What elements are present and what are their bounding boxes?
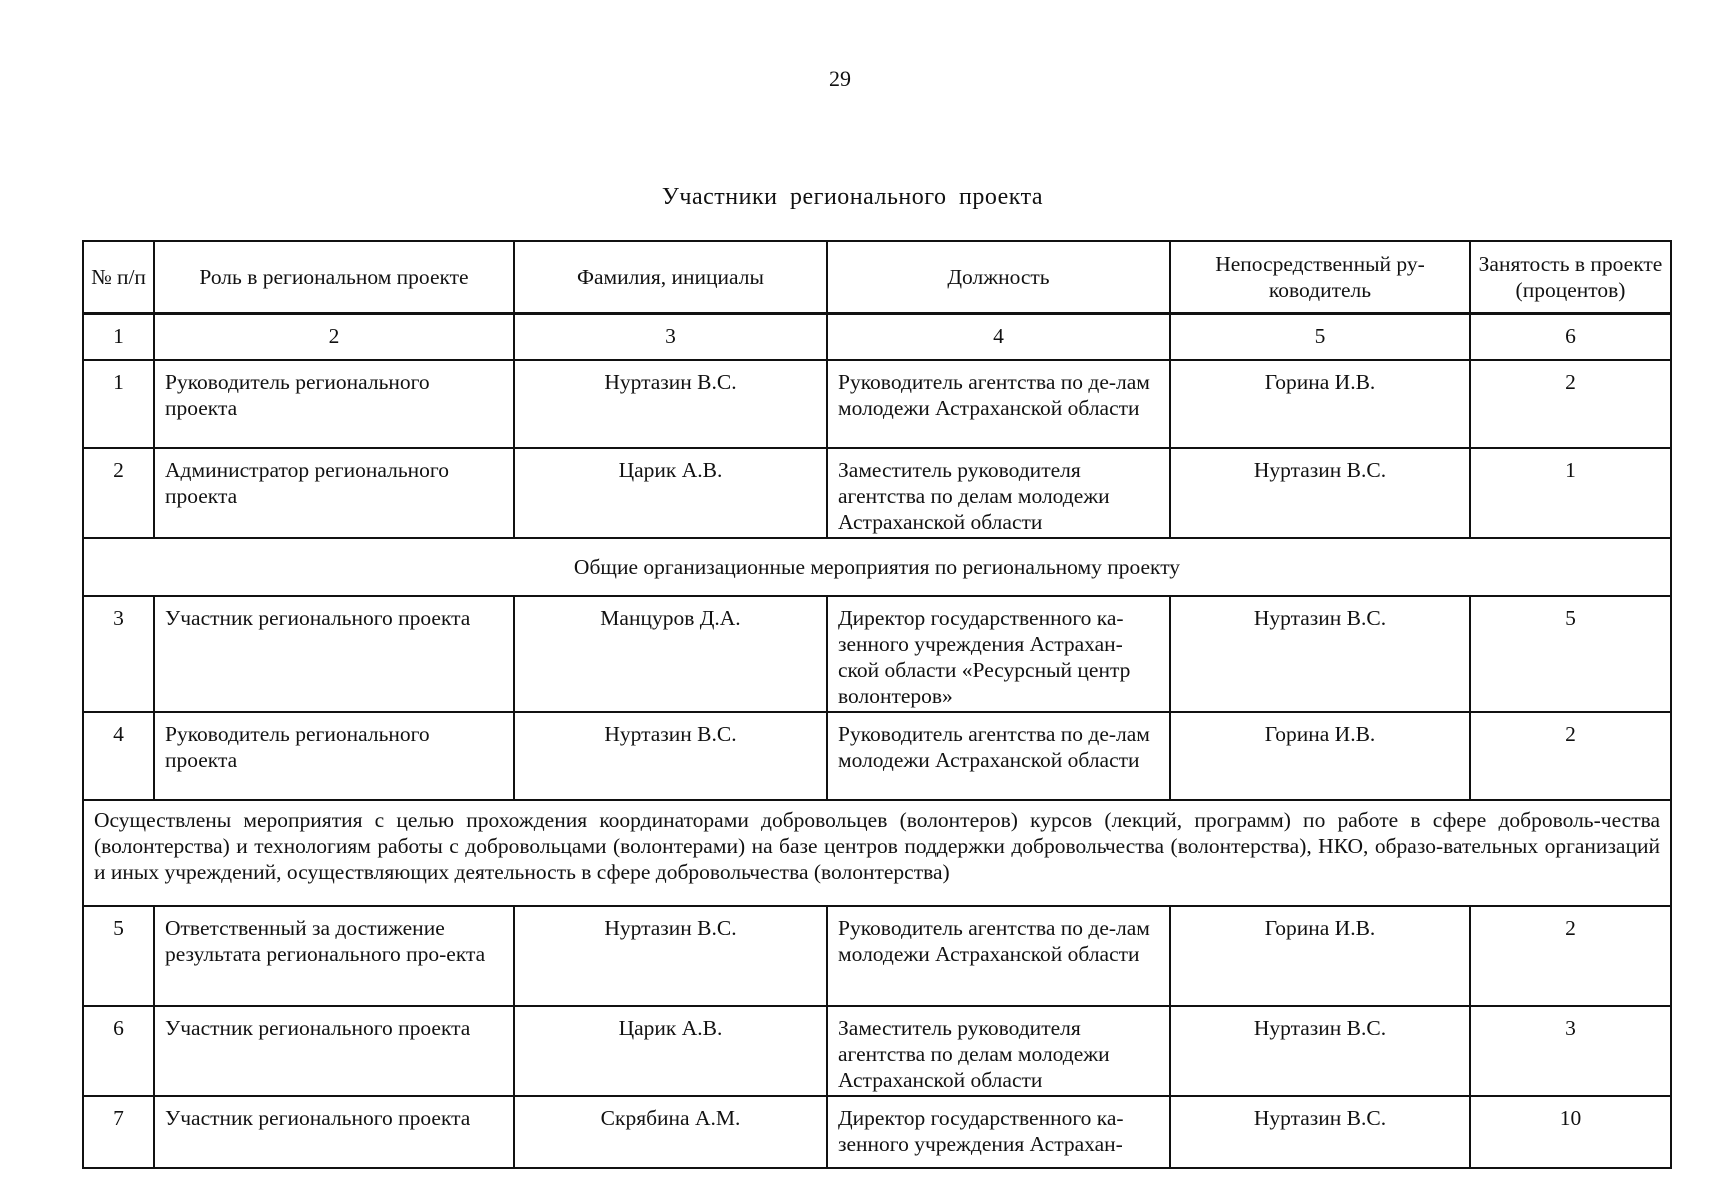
load-cell: 1 xyxy=(1470,448,1671,538)
header-table xyxy=(82,240,1672,314)
role-cell: Администратор регионального проекта xyxy=(154,448,514,538)
document-title: Участники регионального проекта xyxy=(661,184,1044,210)
manager-cell: Горина И.В. xyxy=(1170,712,1470,800)
position-cell: Директор государственного ка-зенного учреждения Астрахан- xyxy=(827,1096,1170,1168)
column-number: 3 xyxy=(514,314,827,360)
table-row xyxy=(83,1006,1671,1096)
page-number: 29 xyxy=(829,66,851,91)
section-description: Осуществлены мероприятия с целью прохождения координаторами добровольцев (волонтеров) курсов (лекций, программ) по работе в сфере доброволь-чества (волонтерства) и технологиям работы с добровольцами (волонтерами) на базе центров поддержки добровольчества (волонтерства), НКО, образо-вательных организаций и иных учреждений, осуществляющих деятельность в сфере добровольчества (волонтерства) xyxy=(83,800,1671,906)
name-cell: Нуртазин В.С. xyxy=(514,906,827,1006)
load-cell: 3 xyxy=(1470,1006,1671,1096)
column-number: 2 xyxy=(154,314,514,360)
name-cell: Скрябина А.М. xyxy=(514,1096,827,1168)
name-cell: Царик А.В. xyxy=(514,1006,827,1096)
manager-cell: Нуртазин В.С. xyxy=(1170,596,1470,712)
position-cell: Директор государственного ка-зенного учреждения Астрахан-ской области «Ресурсный центр волонтеров» xyxy=(827,596,1170,712)
table-row xyxy=(83,906,1671,1006)
section-row xyxy=(83,800,1671,906)
name-cell: Манцуров Д.А. xyxy=(514,596,827,712)
name-cell: Нуртазин В.С. xyxy=(514,712,827,800)
position-cell: Руководитель агентства по де-лам молодежи Астраханской области xyxy=(827,712,1170,800)
manager-cell: Нуртазин В.С. xyxy=(1170,1006,1470,1096)
role-cell: Руководитель регионального проекта xyxy=(154,360,514,448)
manager-cell: Нуртазин В.С. xyxy=(1170,1096,1470,1168)
position-cell: Руководитель агентства по де-лам молодежи Астраханской области xyxy=(827,906,1170,1006)
col-header-number: № п/п xyxy=(83,241,154,313)
load-cell: 10 xyxy=(1470,1096,1671,1168)
name-cell: Нуртазин В.С. xyxy=(514,360,827,448)
column-number: 4 xyxy=(827,314,1170,360)
position-cell: Руководитель агентства по де-лам молодежи Астраханской области xyxy=(827,360,1170,448)
row-number: 2 xyxy=(83,448,154,538)
role-cell: Участник регионального проекта xyxy=(154,596,514,712)
col-header-position: Должность xyxy=(827,241,1170,313)
manager-cell: Горина И.В. xyxy=(1170,360,1470,448)
column-number: 1 xyxy=(83,314,154,360)
participants-table xyxy=(82,313,1672,1169)
col-header-role: Роль в региональном проекте xyxy=(154,241,514,313)
load-cell: 2 xyxy=(1470,906,1671,1006)
load-cell: 2 xyxy=(1470,712,1671,800)
load-cell: 2 xyxy=(1470,360,1671,448)
load-cell: 5 xyxy=(1470,596,1671,712)
position-cell: Заместитель руководителя агентства по делам молодежи Астраханской области xyxy=(827,448,1170,538)
name-cell: Царик А.В. xyxy=(514,448,827,538)
row-number: 5 xyxy=(83,906,154,1006)
row-number: 6 xyxy=(83,1006,154,1096)
position-cell: Заместитель руководителя агентства по делам молодежи Астраханской области xyxy=(827,1006,1170,1096)
table-row xyxy=(83,448,1671,538)
section-heading: Общие организационные мероприятия по региональному проекту xyxy=(83,538,1671,596)
role-cell: Ответственный за достижение результата регионального про-екта xyxy=(154,906,514,1006)
role-cell: Участник регионального проекта xyxy=(154,1006,514,1096)
column-number-row xyxy=(83,314,1671,360)
role-cell: Руководитель регионального проекта xyxy=(154,712,514,800)
row-number: 7 xyxy=(83,1096,154,1168)
manager-cell: Нуртазин В.С. xyxy=(1170,448,1470,538)
col-header-load: Занятость в проекте (процентов) xyxy=(1470,241,1671,313)
manager-cell: Горина И.В. xyxy=(1170,906,1470,1006)
col-header-name: Фамилия, инициалы xyxy=(514,241,827,313)
role-cell: Участник регионального проекта xyxy=(154,1096,514,1168)
table-row xyxy=(83,360,1671,448)
table-row xyxy=(83,1096,1671,1168)
section-row xyxy=(83,538,1671,596)
header-row xyxy=(83,241,1671,313)
table-row xyxy=(83,596,1671,712)
row-number: 3 xyxy=(83,596,154,712)
row-number: 4 xyxy=(83,712,154,800)
col-header-manager: Непосредственный ру-ководитель xyxy=(1170,241,1470,313)
column-number: 5 xyxy=(1170,314,1470,360)
row-number: 1 xyxy=(83,360,154,448)
column-number: 6 xyxy=(1470,314,1671,360)
table-row xyxy=(83,712,1671,800)
